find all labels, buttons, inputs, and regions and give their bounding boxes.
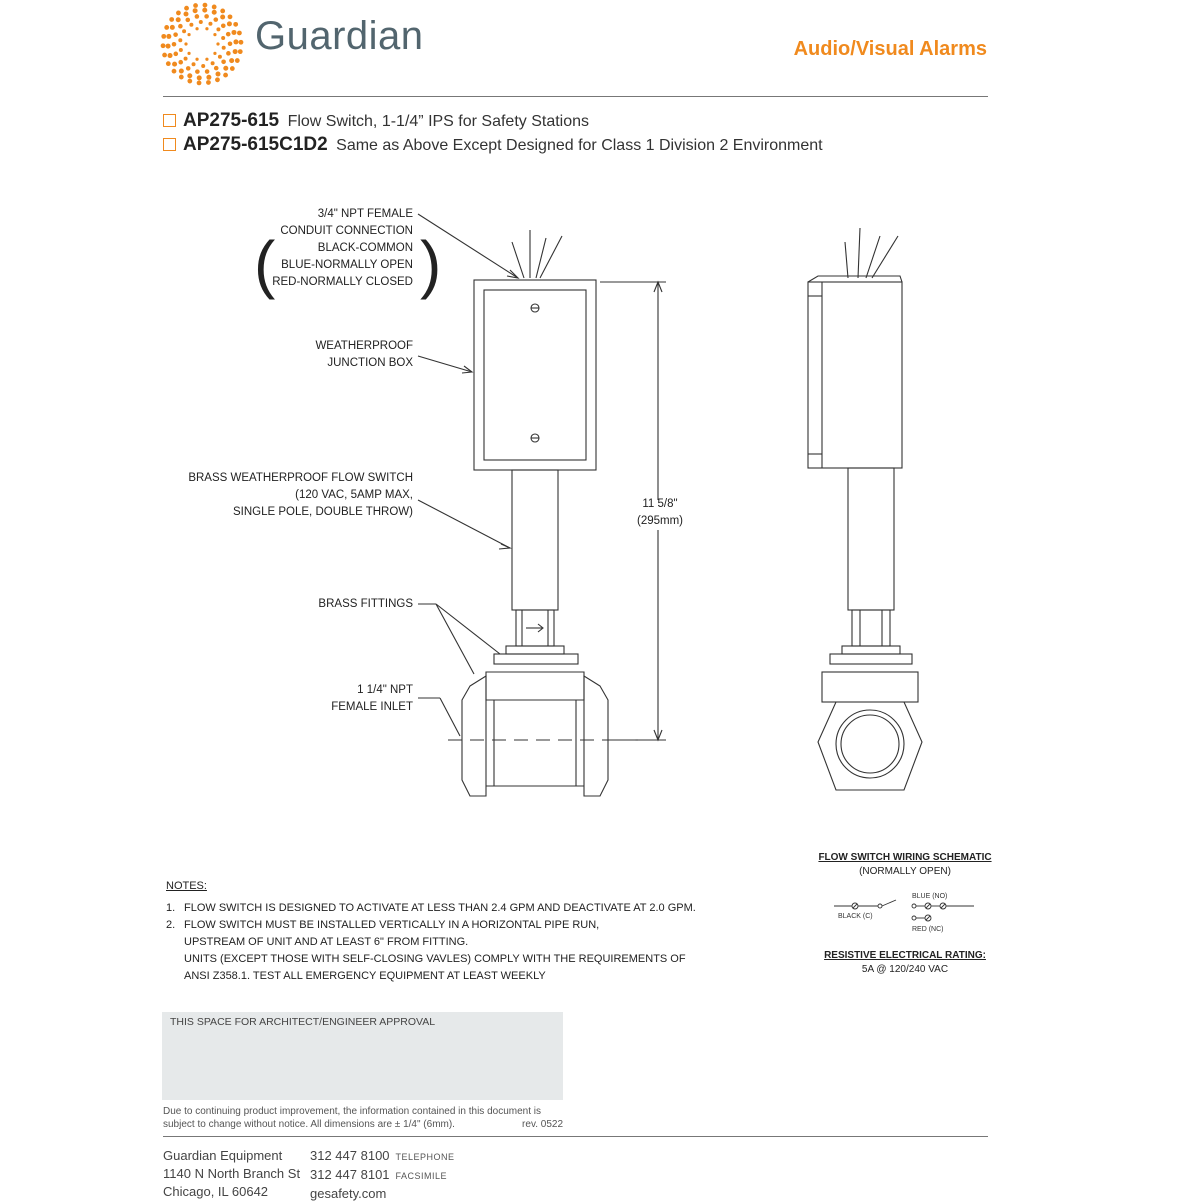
- product-code: AP275-615C1D2: [183, 134, 328, 155]
- approval-box: [162, 1012, 563, 1100]
- product-code: AP275-615: [183, 110, 280, 131]
- address-line-1: 1140 N North Branch St: [163, 1166, 301, 1181]
- notes-section: [166, 878, 696, 985]
- category-title: Audio/Visual Alarms: [793, 38, 987, 60]
- note-text: FLOW SWITCH MUST BE INSTALLED VERTICALLY IN A HORIZONTAL PIPE RUN,: [184, 919, 600, 931]
- note-number: 2.: [166, 919, 176, 931]
- notes-title: NOTES:: [166, 880, 207, 892]
- note-text: UPSTREAM OF UNIT AND AT LEAST 6" FROM FITTING.: [184, 936, 469, 948]
- red-wire-label: RED (NC): [912, 926, 944, 933]
- note-item: [166, 900, 696, 917]
- product-description: Same as Above Except Designed for Class 1 Division 2 Environment: [336, 137, 823, 154]
- phone-label: TELEPHONE: [395, 1152, 455, 1162]
- height-dimension: [610, 496, 710, 530]
- blue-wire-label: BLUE (NO): [912, 893, 948, 900]
- phone-number: 312 447 8100: [310, 1148, 390, 1163]
- website-link[interactable]: gesafety.com: [310, 1186, 387, 1201]
- note-number: 1.: [166, 902, 176, 914]
- callout-junction-box: WEATHERPROOF JUNCTION BOX: [315, 340, 413, 369]
- callout-conduit: 3/4" NPT FEMALE CONDUIT CONNECTION BLACK-COMMON BLUE-NORMALLY OPEN RED-NORMALLY CLOSED: [272, 208, 413, 288]
- footer-divider: [163, 1136, 988, 1137]
- note-text: ANSI Z358.1. TEST ALL EMERGENCY EQUIPMENT AT LEAST WEEKLY: [184, 970, 546, 982]
- rating-value: 5A @ 120/240 VAC: [861, 964, 949, 975]
- address-line-2: Chicago, IL 60642: [163, 1184, 269, 1199]
- fax-number: 312 447 8101: [310, 1167, 390, 1182]
- black-wire-label: BLACK (C): [838, 913, 873, 920]
- approval-label: THIS SPACE FOR ARCHITECT/ENGINEER APPROVAL: [170, 1016, 436, 1028]
- callout-fittings: BRASS FITTINGS: [318, 598, 413, 610]
- schematic-title: FLOW SWITCH WIRING SCHEMATIC: [818, 852, 992, 863]
- note-text: UNITS (EXCEPT THOSE WITH SELF-CLOSING VAVLES) COMPLY WITH THE REQUIREMENTS OF: [184, 953, 686, 965]
- company-name: Guardian Equipment: [163, 1148, 283, 1163]
- height-imperial: 11 5/8": [642, 498, 678, 510]
- fax-label: FACSIMILE: [395, 1171, 448, 1181]
- schematic-subtitle: (NORMALLY OPEN): [859, 866, 951, 877]
- disclaimer: [163, 1105, 563, 1131]
- height-metric: (295mm): [636, 515, 683, 527]
- revision: rev. 0522: [522, 1119, 563, 1130]
- callout-flow-switch: BRASS WEATHERPROOF FLOW SWITCH (120 VAC, 5AMP MAX, SINGLE POLE, DOUBLE THROW): [188, 472, 413, 518]
- product-description: Flow Switch, 1-1/4” IPS for Safety Stations: [287, 113, 590, 130]
- wiring-schematic: [830, 888, 980, 936]
- footer-contact: [310, 1147, 455, 1203]
- disclaimer-text: Due to continuing product improvement, the information contained in this document is subject to change without notice. All dimensions are ± 1/4" (6mm).: [163, 1106, 541, 1130]
- callout-inlet: 1 1/4" NPT FEMALE INLET: [331, 684, 413, 713]
- rating-title: RESISTIVE ELECTRICAL RATING:: [824, 950, 986, 961]
- brand-name: Guardian: [255, 14, 424, 58]
- note-item: [166, 917, 696, 934]
- footer-address: [163, 1147, 300, 1201]
- left-parenthesis: (: [254, 228, 276, 300]
- right-parenthesis: ): [420, 228, 442, 300]
- note-text: FLOW SWITCH IS DESIGNED TO ACTIVATE AT LESS THAN 2.4 GPM AND DEACTIVATE AT 2.0 GPM.: [184, 902, 696, 914]
